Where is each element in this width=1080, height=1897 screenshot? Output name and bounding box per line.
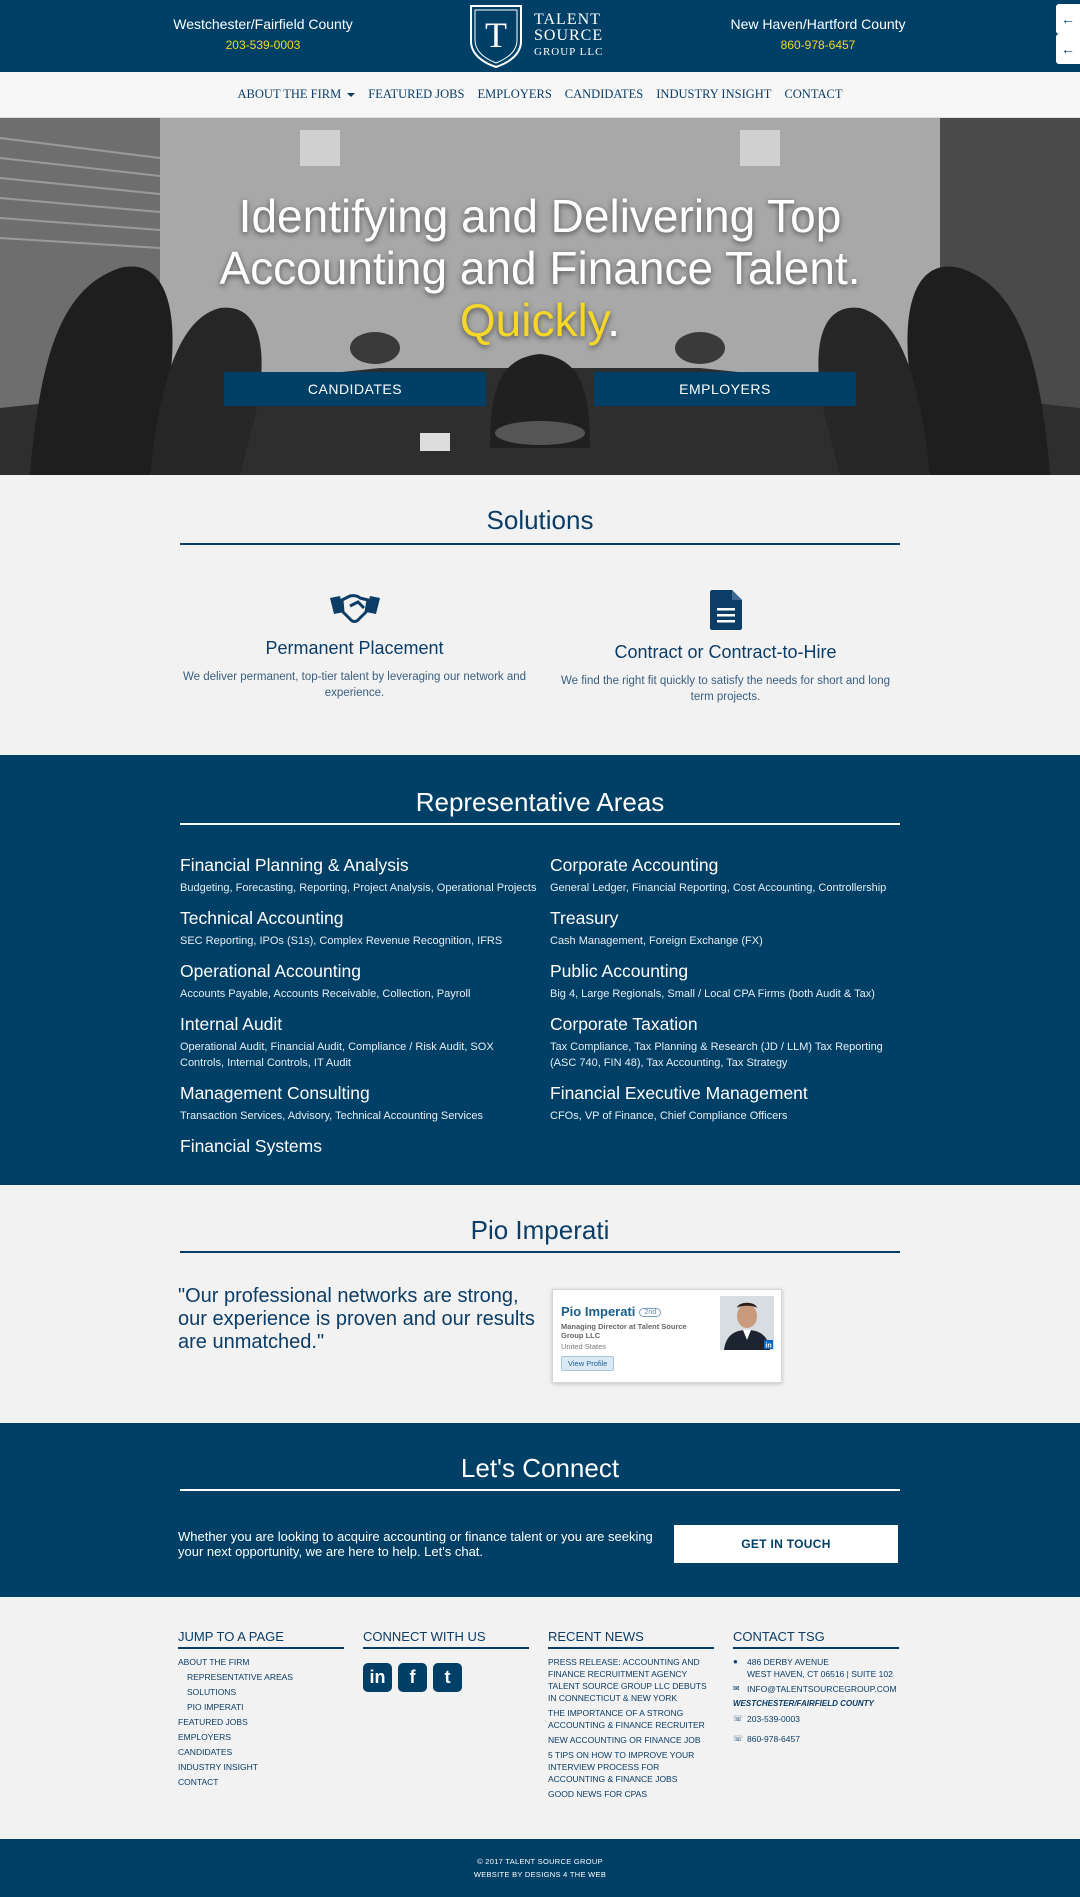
area-item: Financial Planning & Analysis Budgeting, Forecasting, Reporting, Project Analysis, Operational Projects [180,855,537,894]
solutions-section [0,475,1080,755]
footer-link[interactable]: CANDIDATES [178,1747,233,1757]
logo-line-3: GROUP LLC [534,46,604,58]
solution-contract [548,590,903,705]
shield-logo-icon [468,3,524,69]
news-link[interactable]: NEW ACCOUNTING OR FINANCE JOB [548,1735,701,1745]
person-quote: "Our professional networks are strong, our experience is proven and our results are unmatched." [178,1285,535,1353]
solution-heading: Permanent Placement [265,638,444,658]
hero-banner [0,118,1080,475]
facebook-icon[interactable]: f [398,1663,427,1692]
copyright-bar [0,1839,1080,1897]
profile-country: United States [561,1342,607,1351]
side-tab-arrow-icon[interactable]: ← [1056,4,1080,34]
logo-line-2: SOURCE [534,27,604,44]
get-in-touch-button[interactable]: GET IN TOUCH [674,1525,898,1563]
phone-icon: ☏ [733,1714,744,1723]
solution-permanent-placement [177,590,532,701]
areas-right-column [550,855,902,1136]
main-nav [0,72,1080,118]
linkedin-badge-icon: in [765,1342,772,1350]
solution-description: We find the right fit quickly to satisfy the needs for short and long term projects. [561,675,890,703]
employers-button[interactable]: EMPLOYERS [594,372,856,406]
contact-address: ● 486 DERBY AVENUE WEST HAVEN, CT 06516 | SUITE 102 [733,1657,893,1679]
footer-link[interactable]: EMPLOYERS [178,1732,231,1742]
contact-phone[interactable]: ☏ 860-978-6457 [733,1734,800,1744]
footer-contact-tsg [733,1629,899,1748]
news-link[interactable]: 5 TIPS ON HOW TO IMPROVE YOUR INTERVIEW PROCESS FOR ACCOUNTING & FINANCE JOBS [548,1750,695,1784]
location-westchester [163,16,363,52]
footer-connect-with-us [363,1629,529,1692]
nav-item-about[interactable]: ABOUT THE FIRM [238,87,356,102]
envelope-icon: ✉ [733,1684,740,1693]
area-item: Operational Accounting Accounts Payable, Accounts Receivable, Collection, Payroll [180,961,471,1000]
section-divider [180,1489,900,1491]
area-item: Management Consulting Transaction Services, Advisory, Technical Accounting Services [180,1083,484,1122]
footer [0,1597,1080,1839]
hero-line-2: Accounting and Finance Talent. [219,242,861,294]
nav-item-contact[interactable]: CONTACT [784,87,843,101]
solutions-title: Solutions [486,505,594,535]
connect-text: Whether you are looking to acquire accounting or finance talent or you are seeking your next opportunity, we are here to help. Let's chat. [178,1529,653,1559]
solution-description: We deliver permanent, top-tier talent by leveraging our network and experience. [182,671,527,699]
linkedin-profile-card[interactable] [552,1289,782,1383]
footer-heading: JUMP TO A PAGE [178,1629,344,1649]
twitter-icon[interactable]: t [433,1663,462,1692]
area-item: Internal Audit Operational Audit, Financial Audit, Compliance / Risk Audit, SOX Controls, Internal Controls, IT Audit [180,1014,494,1069]
lets-connect-section [0,1423,1080,1597]
footer-link[interactable]: FEATURED JOBS [178,1717,248,1727]
hero-end: . [607,294,621,346]
footer-link[interactable]: SOLUTIONS [187,1687,237,1697]
area-item: Treasury Cash Management, Foreign Exchange (FX) [550,908,763,947]
logo-wordmark [534,12,603,60]
candidates-button[interactable]: CANDIDATES [224,372,486,406]
footer-link[interactable]: CONTACT [178,1777,219,1787]
areas-title: Representative Areas [415,787,665,817]
person-photo-icon [720,1296,774,1350]
hero-highlight: Quickly [459,294,608,346]
footer-heading: CONNECT WITH US [363,1629,529,1649]
phone-link[interactable]: 860-978-6457 [780,38,856,52]
location-area: New Haven/Hartford County [730,16,906,32]
footer-link[interactable]: INDUSTRY INSIGHT [178,1762,258,1772]
footer-link[interactable]: REPRESENTATIVE AREAS [187,1672,293,1682]
news-link[interactable]: PRESS RELEASE: ACCOUNTING AND FINANCE RECRUITMENT AGENCY TALENT SOURCE GROUP LLC DEBUTS IN CONNECTICUT & NEW YORK [548,1657,707,1703]
area-item: Corporate Taxation Tax Compliance, Tax Planning & Research (JD / LLM) Tax Reporting (ASC 740, FIN 48), Tax Accounting, Tax Strategy [550,1014,883,1069]
footer-heading: RECENT NEWS [548,1629,714,1649]
footer-recent-news [548,1629,714,1803]
logo-line-1: TALENT [534,11,601,28]
map-pin-icon: ● [733,1657,738,1666]
phone-link[interactable]: 203-539-0003 [225,38,301,52]
linkedin-icon[interactable]: in [363,1663,392,1692]
phone-icon: ☏ [733,1734,744,1743]
hero-headline [0,190,1080,346]
copyright-text: © 2017 TALENT SOURCE GROUP [477,1857,603,1866]
footer-jump-to-page [178,1629,344,1791]
profile-title: Managing Director at Talent Source Group LLC [561,1322,687,1340]
news-link[interactable]: GOOD NEWS FOR CPAS [548,1789,648,1799]
site-logo[interactable] [468,3,618,71]
nav-item-industry-insight[interactable]: INDUSTRY INSIGHT [656,87,772,101]
areas-left-column [180,855,540,1169]
footer-heading: CONTACT TSG [733,1629,899,1649]
area-item: Public Accounting Big 4, Large Regionals, Small / Local CPA Firms (both Audit & Tax) [550,961,875,1000]
chevron-down-icon [347,93,355,97]
contact-phone[interactable]: ☏ 203-539-0003 [733,1714,800,1724]
nav-item-employers[interactable]: EMPLOYERS [477,87,552,101]
news-link[interactable]: THE IMPORTANCE OF A STRONG ACCOUNTING & FINANCE RECRUITER [548,1708,705,1730]
contact-region: WESTCHESTER/FAIRFIELD COUNTY [733,1699,874,1708]
logo-letter: T [485,15,507,55]
footer-link[interactable]: PIO IMPERATI [187,1702,244,1712]
nav-item-featured-jobs[interactable]: FEATURED JOBS [368,87,465,101]
section-divider [180,823,900,825]
section-divider [180,543,900,545]
area-item: Technical Accounting SEC Reporting, IPOs (S1s), Complex Revenue Recognition, IFRS [180,908,503,947]
website-credit-link[interactable]: WEBSITE BY DESIGNS 4 THE WEB [473,1870,607,1879]
representative-areas-section [0,755,1080,1185]
location-new-haven [718,16,918,52]
pio-imperati-section [0,1185,1080,1423]
area-item: Financial Executive Management CFOs, VP of Finance, Chief Compliance Officers [550,1083,808,1122]
contact-email[interactable]: ✉ INFO@TALENTSOURCEGROUP.COM [733,1684,897,1694]
side-tab-arrow-icon[interactable]: ← [1056,34,1080,64]
location-area: Westchester/Fairfield County [173,16,353,32]
connect-title: Let's Connect [460,1453,620,1483]
nav-item-candidates[interactable]: CANDIDATES [564,87,644,101]
section-divider [180,1251,900,1253]
top-bar [0,0,1080,72]
avatar [720,1296,774,1350]
profile-name[interactable]: Pio Imperati 2nd [561,1304,661,1319]
solution-heading: Contract or Contract-to-Hire [614,642,837,662]
handshake-icon [328,590,382,626]
person-title: Pio Imperati [470,1215,610,1245]
area-item: Financial Systems [180,1136,322,1156]
document-icon [710,590,742,630]
hero-line-1: Identifying and Delivering Top [238,190,842,242]
view-profile-button[interactable]: View Profile [561,1356,614,1371]
connection-degree-badge: 2nd [639,1308,661,1317]
footer-link[interactable]: ABOUT THE FIRM [178,1657,250,1667]
area-item: Corporate Accounting General Ledger, Financial Reporting, Cost Accounting, Controllership [550,855,887,894]
hero-line-3 [0,294,1080,346]
